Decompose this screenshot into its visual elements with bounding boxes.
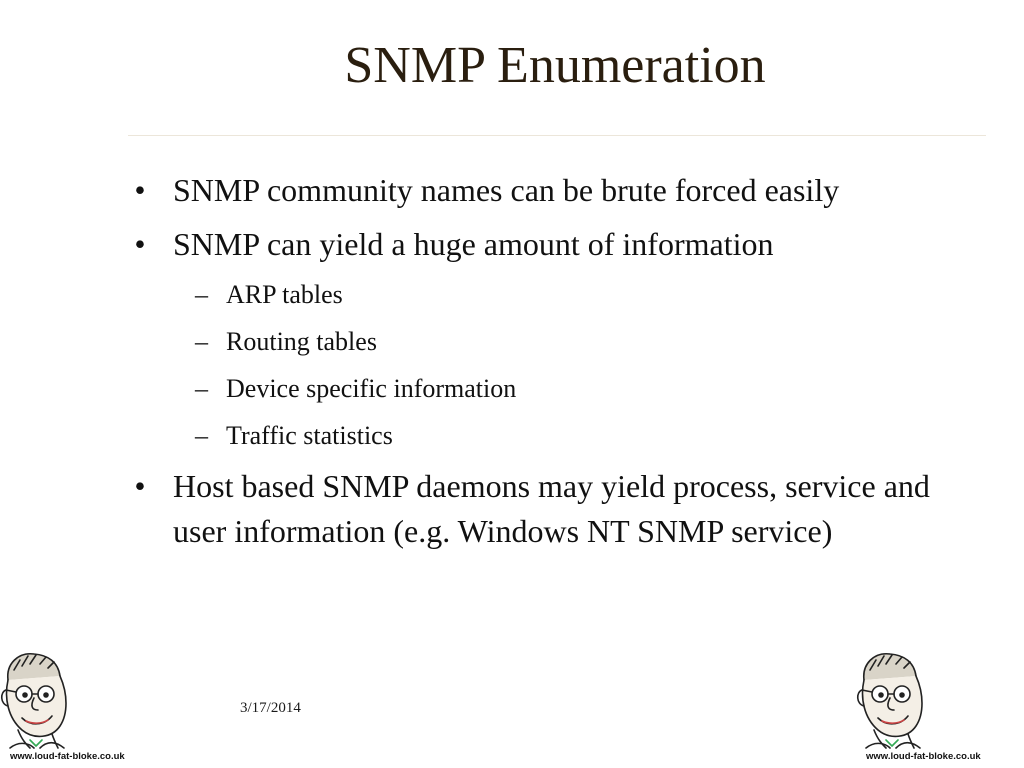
- bullet-item: [128, 168, 958, 213]
- sub-bullet-mark: –: [195, 327, 208, 356]
- bullet-mark: •: [134, 172, 146, 208]
- sub-bullet-text: ARP tables: [226, 280, 343, 309]
- sub-bullet-text: Traffic statistics: [226, 421, 393, 450]
- sub-bullet-mark: –: [195, 280, 208, 309]
- bloke-logo-left: [0, 648, 128, 766]
- bloke-logo-right: [856, 648, 984, 766]
- slide-body: [128, 168, 958, 563]
- sub-bullet-mark: –: [195, 421, 208, 450]
- bullet-mark: •: [134, 226, 146, 262]
- sub-bullet-item: [128, 365, 958, 412]
- sub-bullet-item: [128, 412, 958, 459]
- title-divider: [128, 135, 986, 136]
- bullet-item: [128, 222, 958, 267]
- sub-bullet-item: [128, 318, 958, 365]
- bullet-text: SNMP community names can be brute forced easily: [173, 172, 840, 208]
- footer-date: 3/17/2014: [240, 700, 301, 716]
- sub-bullet-item: [128, 271, 958, 318]
- bullet-text: SNMP can yield a huge amount of information: [173, 226, 774, 262]
- sub-bullet-mark: –: [195, 374, 208, 403]
- logo-url: www.loud-fat-bloke.co.uk: [10, 751, 125, 762]
- bloke-caricature-icon: [0, 648, 128, 752]
- logo-url: www.loud-fat-bloke.co.uk: [866, 751, 981, 762]
- sub-bullet-list: [128, 271, 958, 459]
- sub-bullet-text: Routing tables: [226, 327, 377, 356]
- sub-bullet-text: Device specific information: [226, 374, 517, 403]
- bullet-text: Host based SNMP daemons may yield process, service and user information (e.g. Windows NT SNMP service): [173, 468, 930, 549]
- slide-title: SNMP Enumeration: [344, 37, 766, 94]
- bloke-caricature-icon: [856, 648, 984, 752]
- bullet-item: [128, 464, 958, 554]
- bullet-mark: •: [134, 468, 146, 504]
